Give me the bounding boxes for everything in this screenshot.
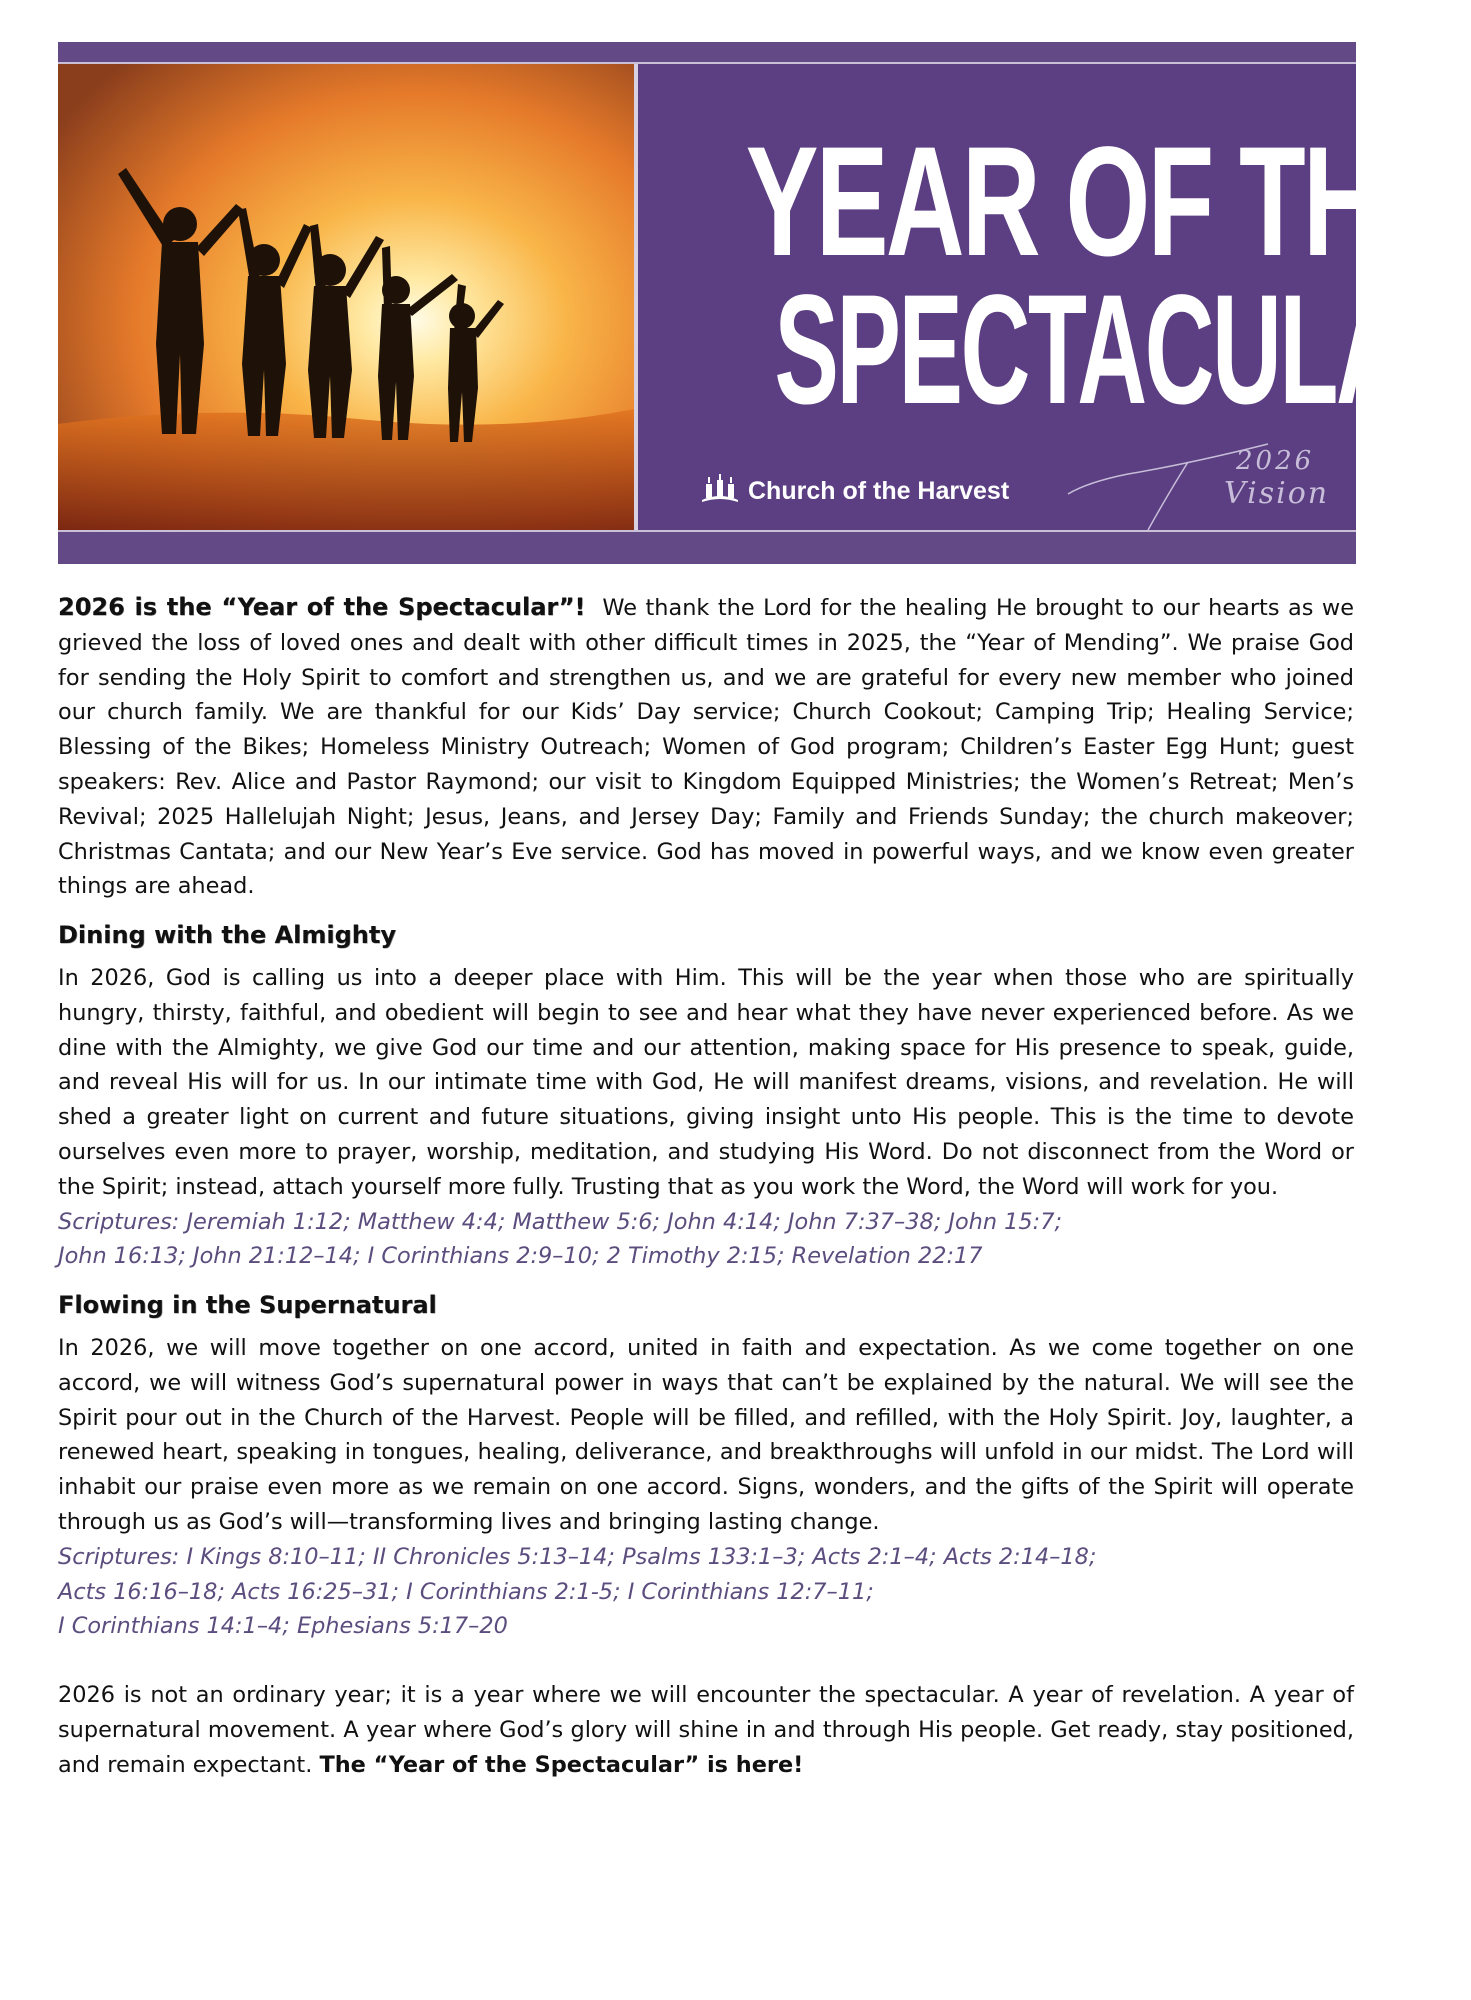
section-body-flowing: In 2026, we will move together on one accord, united in faith and expectation. As we come together on one accord, we will witness God’s supernatural power in ways that can’t be explained by the natural. We will see the Spirit pour out in the Church of the Harvest. People will be filled, and refilled, with the Holy Spirit. Joy, laughter, a renewed heart, speaking in tongues, healing, deliverance, and breakthroughs will unfold in our midst. The Lord will inhabit our praise even more as we remain on one accord. Signs, wonders, and the gifts of the Spirit will operate through us as God’s will—transforming lives and bringing lasting change. <box>58 1334 1354 1535</box>
church-name: Church of the Harvest <box>748 477 1010 505</box>
people-celebrating-sunset-photo <box>58 64 638 530</box>
section-body-dining: In 2026, God is calling us into a deeper place with Him. This will be the year when those who are spiritually hungry, thirsty, faithful, and obedient will begin to see and hear what they have never experienced before. As we dine with the Almighty, we give God our time and our attention, making space for His presence to speak, guide, and reveal His will for us. In our intimate time with God, He will manifest dreams, visions, and revelation. He will shed a greater light on current and future situations, giving insight unto His people. This is the time to devote ourselves even more to prayer, worship, meditation, and studying His Word. Do not disconnect from the Word or the Spirit; instead, attach yourself more fully. Trusting that as you work the Word, the Word will work for you. <box>58 964 1354 1200</box>
sunset-photo-svg <box>58 64 634 530</box>
newsletter-body <box>58 590 1354 1783</box>
scripture-line: John 16:13; John 21:12–14; I Corinthians 2:9–10; 2 Timothy 2:15; Revelation 22:17 <box>58 1243 983 1270</box>
banner-bottom-strip <box>58 530 1356 564</box>
scripture-line: Scriptures: I Kings 8:10–11; II Chronicles 5:13–14; Psalms 133:1–3; Acts 2:1–4; Acts 2:14–18; <box>58 1543 1097 1570</box>
section-heading-dining: Dining with the Almighty <box>58 921 397 950</box>
banner-title-line-2: SPECTACULAR <box>774 263 1471 437</box>
closing-text: 2026 is not an ordinary year; it is a year where we will encounter the spectacular. A year of revelation. A year of supernatural movement. A year where God’s glory will shine in and through His people. Get ready, stay positioned, and remain expectant. <box>58 1682 1354 1778</box>
scripture-line: Scriptures: Jeremiah 1:12; Matthew 4:4; Matthew 5:6; John 4:14; John 7:37–38; John 15:7; <box>58 1208 1062 1235</box>
scripture-line: I Corinthians 14:1–4; Ephesians 5:17–20 <box>58 1613 508 1640</box>
intro-paragraph <box>58 590 1354 904</box>
banner-title-line-1: YEAR OF THE <box>745 115 1450 289</box>
section-heading-flowing: Flowing in the Supernatural <box>58 1291 437 1320</box>
closing-bold: The “Year of the Spectacular” is here! <box>319 1751 804 1778</box>
vision-year: 2026 <box>1236 446 1315 476</box>
banner <box>58 42 1471 564</box>
scripture-line: Acts 16:16–18; Acts 16:25–31; I Corinthians 2:1-5; I Corinthians 12:7–11; <box>58 1578 874 1605</box>
church-logo-icon <box>700 474 740 504</box>
vision-word: Vision <box>1224 476 1330 511</box>
closing-paragraph <box>58 1678 1354 1782</box>
banner-title-panel <box>638 64 1471 530</box>
banner-top-strip <box>58 42 1356 64</box>
intro-lead: 2026 is the “Year of the Spectacular”! <box>58 593 586 621</box>
intro-text: We thank the Lord for the healing He brought to our hearts as we grieved the loss of loved ones and dealt with other difficult times in 2025, the “Year of Mending”. We praise God for sending the Holy Spirit to comfort and strengthen us, and we are grateful for every new member who joined our church family. We are thankful for our Kids’ Day service; Church Cookout; Camping Trip; Healing Service; Blessing of the Bikes; Homeless Ministry Outreach; Women of God program; Children’s Easter Egg Hunt; guest speakers: Rev. Alice and Pastor Raymond; our visit to Kingdom Equipped Ministries; the Women’s Retreat; Men’s Revival; 2025 Hallelujah Night; Jesus, Jeans, and Jersey Day; Family and Friends Sunday; the church makeover; Christmas Cantata; and our New Year’s Eve service. God has moved in powerful ways, and we know even greater things are ahead. <box>58 595 1354 900</box>
